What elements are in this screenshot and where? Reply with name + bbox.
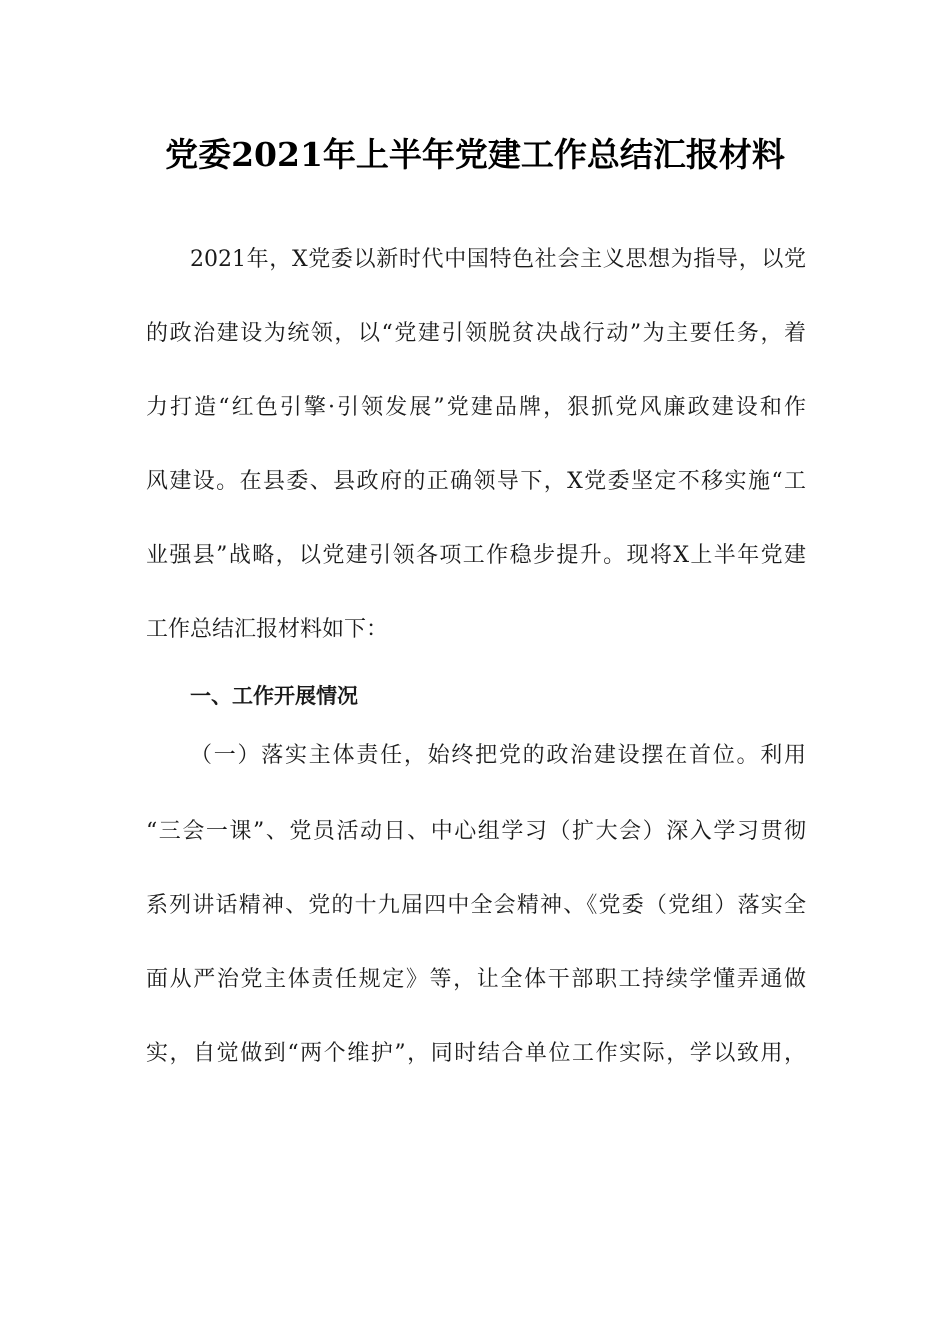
paragraph-line: 的政治建设为统领，以“党建引领脱贫决战行动”为主要任务，着: [146, 321, 806, 346]
paragraph-line: 2021年，X党委以新时代中国特色社会主义思想为指导，以党: [190, 247, 806, 272]
section-heading: 一、工作开展情况: [190, 684, 358, 708]
paragraph-line: 实，自觉做到“两个维护”，同时结合单位工作实际，学以致用，: [146, 1041, 806, 1066]
paragraph-line: “三会一课”、党员活动日、中心组学习（扩大会）深入学习贯彻: [146, 819, 806, 844]
paragraph-line: 业强县”战略，以党建引领各项工作稳步提升。现将X上半年党建: [146, 543, 806, 568]
paragraph-line: 风建设。在县委、县政府的正确领导下，X党委坚定不移实施“工: [146, 469, 806, 494]
paragraph-line: 系列讲话精神、党的十九届四中全会精神、《党委（党组）落实全: [146, 893, 806, 918]
document-title: 党委2021年上半年党建工作总结汇报材料: [165, 135, 785, 174]
paragraph-line: 力打造“红色引擎·引领发展”党建品牌，狠抓党风廉政建设和作: [146, 395, 806, 420]
paragraph-line: 工作总结汇报材料如下：: [146, 617, 389, 642]
paragraph-line: 面从严治党主体责任规定》等，让全体干部职工持续学懂弄通做: [146, 967, 806, 992]
paragraph-line: （一）落实主体责任，始终把党的政治建设摆在首位。利用: [190, 743, 806, 768]
